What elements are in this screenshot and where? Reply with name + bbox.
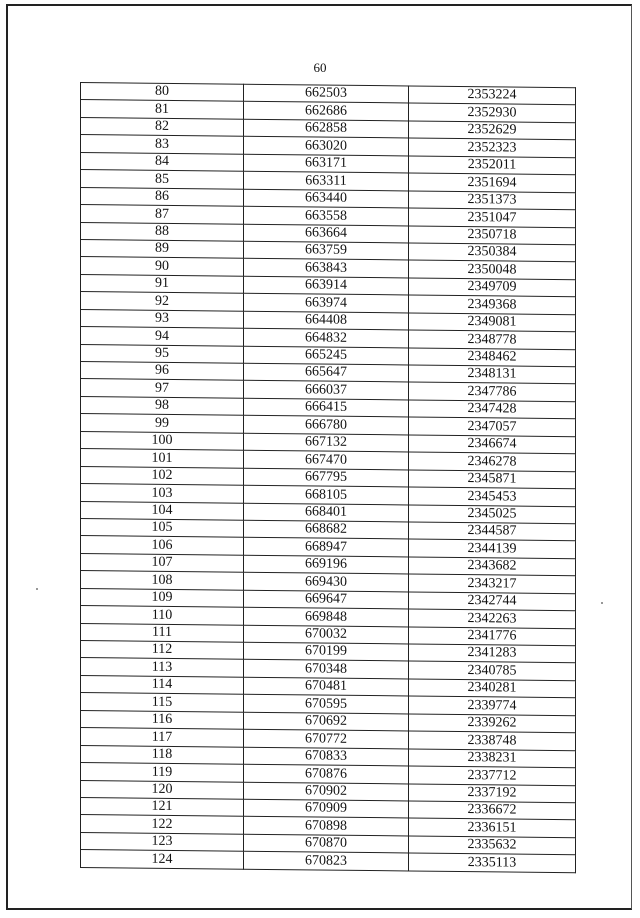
y-coordinate-cell: 2337712 (409, 766, 576, 785)
y-coordinate-cell: 2352629 (409, 121, 576, 140)
y-coordinate-cell: 2348462 (409, 348, 576, 367)
point-number-cell: 100 (81, 431, 244, 450)
x-coordinate-cell: 665245 (244, 346, 409, 365)
x-coordinate-cell: 662686 (244, 102, 409, 121)
x-coordinate-cell: 663440 (244, 189, 409, 208)
point-number-cell: 95 (81, 344, 244, 363)
point-number-cell: 97 (81, 379, 244, 398)
y-coordinate-cell: 2342744 (409, 592, 576, 611)
x-coordinate-cell: 669430 (244, 572, 409, 591)
y-coordinate-cell: 2339774 (409, 696, 576, 715)
y-coordinate-cell: 2349368 (409, 295, 576, 314)
x-coordinate-cell: 663664 (244, 224, 409, 243)
point-number-cell: 92 (81, 292, 244, 311)
point-number-cell: 114 (81, 675, 244, 694)
x-coordinate-cell: 668947 (244, 538, 409, 557)
y-coordinate-cell: 2340281 (409, 679, 576, 698)
point-number-cell: 101 (81, 449, 244, 468)
point-number-cell: 98 (81, 396, 244, 415)
y-coordinate-cell: 2341283 (409, 644, 576, 663)
y-coordinate-cell: 2352323 (409, 138, 576, 157)
y-coordinate-cell: 2344587 (409, 522, 576, 541)
coordinates-table (80, 82, 576, 873)
point-number-cell: 89 (81, 239, 244, 258)
point-number-cell: 124 (81, 850, 244, 869)
point-number-cell: 113 (81, 658, 244, 677)
point-number-cell: 99 (81, 414, 244, 433)
point-number-cell: 110 (81, 606, 244, 625)
point-number-cell: 108 (81, 571, 244, 590)
y-coordinate-cell: 2347786 (409, 382, 576, 401)
x-coordinate-cell: 670902 (244, 782, 409, 801)
x-coordinate-cell: 664832 (244, 328, 409, 347)
point-number-cell: 119 (81, 763, 244, 782)
y-coordinate-cell: 2336672 (409, 801, 576, 820)
x-coordinate-cell: 670823 (244, 851, 409, 870)
point-number-cell: 82 (81, 117, 244, 136)
scan-speck (601, 602, 603, 604)
point-number-cell: 104 (81, 501, 244, 520)
x-coordinate-cell: 662858 (244, 119, 409, 138)
x-coordinate-cell: 663843 (244, 259, 409, 278)
y-coordinate-cell: 2349081 (409, 313, 576, 332)
y-coordinate-cell: 2351373 (409, 191, 576, 210)
x-coordinate-cell: 668682 (244, 520, 409, 539)
y-coordinate-cell: 2347057 (409, 417, 576, 436)
y-coordinate-cell: 2352011 (409, 156, 576, 175)
scan-speck (36, 588, 38, 590)
y-coordinate-cell: 2340785 (409, 661, 576, 680)
point-number-cell: 83 (81, 135, 244, 154)
x-coordinate-cell: 670481 (244, 677, 409, 696)
point-number-cell: 112 (81, 641, 244, 660)
point-number-cell: 94 (81, 327, 244, 346)
y-coordinate-cell: 2346674 (409, 435, 576, 454)
x-coordinate-cell: 670692 (244, 712, 409, 731)
point-number-cell: 123 (81, 832, 244, 851)
x-coordinate-cell: 662503 (244, 84, 409, 103)
x-coordinate-cell: 670199 (244, 642, 409, 661)
x-coordinate-cell: 667795 (244, 468, 409, 487)
point-number-cell: 81 (81, 100, 244, 119)
x-coordinate-cell: 669848 (244, 607, 409, 626)
x-coordinate-cell: 670595 (244, 695, 409, 714)
x-coordinate-cell: 670348 (244, 660, 409, 679)
point-number-cell: 106 (81, 536, 244, 555)
x-coordinate-cell: 666780 (244, 416, 409, 435)
point-number-cell: 93 (81, 309, 244, 328)
point-number-cell: 122 (81, 815, 244, 834)
y-coordinate-cell: 2339262 (409, 714, 576, 733)
y-coordinate-cell: 2345871 (409, 470, 576, 489)
y-coordinate-cell: 2338748 (409, 731, 576, 750)
x-coordinate-cell: 670833 (244, 747, 409, 766)
x-coordinate-cell: 667470 (244, 450, 409, 469)
point-number-cell: 109 (81, 588, 244, 607)
point-number-cell: 117 (81, 728, 244, 747)
x-coordinate-cell: 670032 (244, 625, 409, 644)
y-coordinate-cell: 2344139 (409, 539, 576, 558)
x-coordinate-cell: 670909 (244, 799, 409, 818)
point-number-cell: 86 (81, 187, 244, 206)
point-number-cell: 90 (81, 257, 244, 276)
point-number-cell: 120 (81, 780, 244, 799)
x-coordinate-cell: 663171 (244, 154, 409, 173)
point-number-cell: 80 (81, 83, 244, 102)
x-coordinate-cell: 663914 (244, 276, 409, 295)
x-coordinate-cell: 668105 (244, 485, 409, 504)
y-coordinate-cell: 2343682 (409, 557, 576, 576)
point-number-cell: 107 (81, 553, 244, 572)
point-number-cell: 88 (81, 222, 244, 241)
point-number-cell: 105 (81, 518, 244, 537)
point-number-cell: 111 (81, 623, 244, 642)
y-coordinate-cell: 2337192 (409, 783, 576, 802)
point-number-cell: 121 (81, 797, 244, 816)
x-coordinate-cell: 663759 (244, 241, 409, 260)
point-number-cell: 118 (81, 745, 244, 764)
y-coordinate-cell: 2350384 (409, 243, 576, 262)
y-coordinate-cell: 2345453 (409, 487, 576, 506)
y-coordinate-cell: 2338231 (409, 749, 576, 768)
point-number-cell: 115 (81, 693, 244, 712)
y-coordinate-cell: 2352930 (409, 103, 576, 122)
y-coordinate-cell: 2351694 (409, 173, 576, 192)
y-coordinate-cell: 2353224 (409, 86, 576, 105)
point-number-cell: 103 (81, 484, 244, 503)
x-coordinate-cell: 665647 (244, 363, 409, 382)
y-coordinate-cell: 2342263 (409, 609, 576, 628)
point-number-cell: 116 (81, 710, 244, 729)
y-coordinate-cell: 2348778 (409, 330, 576, 349)
x-coordinate-cell: 663311 (244, 171, 409, 190)
x-coordinate-cell: 670876 (244, 764, 409, 783)
y-coordinate-cell: 2335113 (409, 853, 576, 872)
x-coordinate-cell: 667132 (244, 433, 409, 452)
y-coordinate-cell: 2350048 (409, 260, 576, 279)
y-coordinate-cell: 2346278 (409, 452, 576, 471)
page-number: 60 (313, 60, 327, 75)
x-coordinate-cell: 669196 (244, 555, 409, 574)
point-number-cell: 96 (81, 362, 244, 381)
y-coordinate-cell: 2351047 (409, 208, 576, 227)
x-coordinate-cell: 666037 (244, 381, 409, 400)
x-coordinate-cell: 664408 (244, 311, 409, 330)
x-coordinate-cell: 669647 (244, 590, 409, 609)
coordinates-table-body (81, 83, 576, 873)
y-coordinate-cell: 2341776 (409, 627, 576, 646)
point-number-cell: 84 (81, 152, 244, 171)
x-coordinate-cell: 670772 (244, 729, 409, 748)
point-number-cell: 85 (81, 170, 244, 189)
point-number-cell: 87 (81, 205, 244, 224)
x-coordinate-cell: 670870 (244, 834, 409, 853)
x-coordinate-cell: 663020 (244, 137, 409, 156)
y-coordinate-cell: 2336151 (409, 818, 576, 837)
x-coordinate-cell: 663974 (244, 293, 409, 312)
y-coordinate-cell: 2343217 (409, 574, 576, 593)
y-coordinate-cell: 2349709 (409, 278, 576, 297)
y-coordinate-cell: 2350718 (409, 225, 576, 244)
x-coordinate-cell: 668401 (244, 503, 409, 522)
x-coordinate-cell: 670898 (244, 817, 409, 836)
point-number-cell: 102 (81, 466, 244, 485)
y-coordinate-cell: 2348131 (409, 365, 576, 384)
point-number-cell: 91 (81, 274, 244, 293)
x-coordinate-cell: 663558 (244, 206, 409, 225)
y-coordinate-cell: 2345025 (409, 504, 576, 523)
x-coordinate-cell: 666415 (244, 398, 409, 417)
y-coordinate-cell: 2335632 (409, 836, 576, 855)
y-coordinate-cell: 2347428 (409, 400, 576, 419)
